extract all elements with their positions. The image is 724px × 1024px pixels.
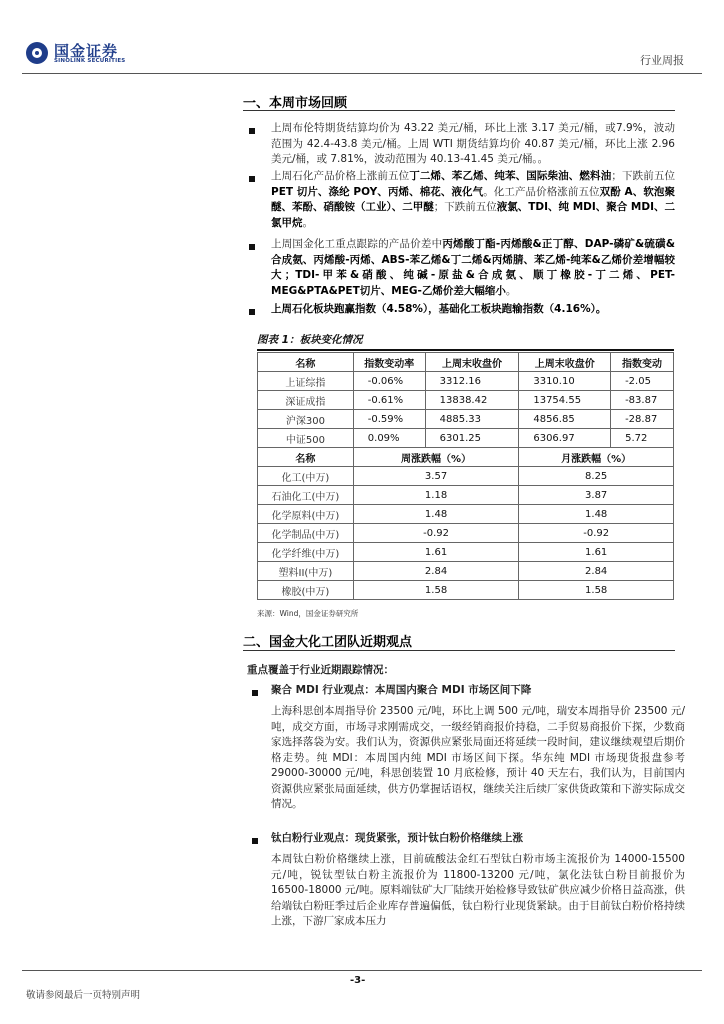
table-row	[258, 581, 674, 600]
table-cell: 化学原料(中万)	[258, 505, 354, 524]
report-type-label: 行业周报	[640, 54, 684, 67]
bullet-icon	[252, 838, 258, 844]
table-cell: -0.92	[353, 524, 519, 543]
paragraph-sector-performance: 上周石化板块跑赢指数（4.58%），基础化工板块跑输指数（4.16%）。	[271, 303, 607, 315]
table-row	[258, 524, 674, 543]
table-cell: 1.58	[353, 581, 519, 600]
paragraph-oil-price: 上周布伦特期货结算均价为 43.22 美元/桶，环比上涨 3.17 美元/桶，或7.9%，波动范围为 42.4-43.8 美元/桶。上周 WTI 期货结算均价 40.87 美元/桶，环比上涨 2.96 美元/桶，或 7.81%，波动范围为 40.13-41.45 美元/桶。。	[271, 122, 675, 165]
table-row	[258, 562, 674, 581]
logo-icon	[26, 42, 48, 64]
table-cell: 13838.42	[425, 391, 519, 410]
table-header-row	[258, 353, 674, 372]
table-cell: 化学纤维(中万)	[258, 543, 354, 562]
table-cell: 1.58	[519, 581, 674, 600]
footer-disclaimer: 敬请参阅最后一页特别声明	[26, 990, 141, 1001]
table-cell: 6306.97	[519, 429, 611, 448]
table-row	[258, 410, 674, 429]
table-title: 图表 1：板块变化情况	[257, 334, 363, 346]
logo-text-en: SINOLINK SECURITIES	[54, 58, 126, 64]
table-cell: 1.48	[353, 505, 519, 524]
table-cell: 中证500	[258, 429, 354, 448]
view-mdi-heading: 聚合 MDI 行业观点：本周国内聚合 MDI 市场区间下降	[271, 684, 532, 696]
table-row	[258, 543, 674, 562]
table-cell: 1.61	[353, 543, 519, 562]
section-2-title: 二、国金大化工团队近期观点	[243, 635, 413, 650]
table-cell: 上周末收盘价	[519, 353, 611, 372]
table-cell: 3310.10	[519, 372, 611, 391]
table-row	[258, 486, 674, 505]
table-cell: 化工(中万)	[258, 467, 354, 486]
paragraph-product-prices: 上周石化产品价格上涨前五位丁二烯、苯乙烯、纯苯、国际柴油、燃料油；下跌前五位 PET 切片、涤纶 POY、丙烯、棉花、液化气。化工产品价格涨前五位双酚 A、软泡聚醚、苯酚、硝酸铵（工业）、二甲醚；下跌前五位液氯、TDI、纯 MDI、聚合 MDI、二氯甲烷。	[271, 170, 676, 229]
table-cell: 名称	[258, 448, 354, 467]
paragraph-spreads: 上周国金化工重点跟踪的产品价差中丙烯酸丁酯-丙烯酸&正丁醇、DAP-磷矿&硫磺&合成氨、丙烯酸-丙烯、ABS-苯乙烯&丁二烯&丙烯腈、苯乙烯-纯苯&乙烯价差增幅较大；TDI-甲苯&硝酸、纯碱-原盐&合成氨、顺丁橡胶-丁二烯、PET-MEG&PTA&PET切片、MEG-乙烯价差大幅缩小。	[271, 238, 675, 297]
table-cell: 8.25	[519, 467, 674, 486]
bullet-icon	[249, 244, 255, 250]
table-cell: 塑料II(中万)	[258, 562, 354, 581]
table-cell: 月涨跌幅（%）	[519, 448, 674, 467]
table-row	[258, 505, 674, 524]
table-cell: -2.05	[611, 372, 674, 391]
table-cell: 上周末收盘价	[425, 353, 519, 372]
table-cell: -0.06%	[353, 372, 425, 391]
table-row	[258, 372, 674, 391]
sector-change-table	[257, 352, 674, 600]
table-row	[258, 429, 674, 448]
table-cell: 13754.55	[519, 391, 611, 410]
table-cell: 1.61	[519, 543, 674, 562]
table-top-rule	[257, 349, 674, 351]
table-cell: 化学制品(中万)	[258, 524, 354, 543]
section-1-rule	[243, 110, 675, 111]
bullet-icon	[252, 690, 258, 696]
section-2-subtitle: 重点覆盖于行业近期跟踪情况：	[247, 664, 394, 676]
table-header-row	[258, 448, 674, 467]
table-cell: -0.92	[519, 524, 674, 543]
table-cell: 石油化工(中万)	[258, 486, 354, 505]
table-cell: 3.87	[519, 486, 674, 505]
table-cell: 3312.16	[425, 372, 519, 391]
table-cell: 2.84	[353, 562, 519, 581]
view-mdi-text: 上海科思创本周指导价 23500 元/吨，环比上调 500 元/吨，瑞安本周指导价 23500 元/吨，成交方面，市场寻求刚需成交，一级经销商报价持稳，二手贸易商报价下探，少数商家选择落袋为安。我们认为，资源供应紧张局面还将延续一段时间，建议继续观望后期价格走势。纯 MDI：本周国内纯 MDI 市场区间下探。华东纯 MDI 市场现货报盘参考 29000-30000 元/吨，科思创装置 10 月底检修，预计 40 天左右，我们认为，目前国内资源供应紧张局面延续，供方仍掌握话语权，继续关注后续厂家供货政策和下游实际成交情况。	[271, 705, 685, 810]
footer-divider	[22, 970, 702, 971]
table-cell: 名称	[258, 353, 354, 372]
table-row	[258, 467, 674, 486]
logo-text-cn: 国金证券	[54, 42, 119, 60]
view-tio2-text: 本周钛白粉价格继续上涨，目前硫酸法金红石型钛白粉市场主流报价为 14000-15500 元/吨，锐钛型钛白粉主流报价为 11800-13200 元/吨，氯化法钛白粉目前报价为 16500-18000 元/吨。原料端钛矿大厂陆续开始检修导致钛矿供应减少价格日益高涨，供给端钛白粉旺季过后企业库存普遍偏低，钛白粉行业现货紧缺。由于目前钛白粉价格持续上涨，下游厂家成本压力	[271, 853, 685, 927]
table-cell: 3.57	[353, 467, 519, 486]
view-tio2-heading: 钛白粉行业观点：现货紧张，预计钛白粉价格继续上涨	[271, 832, 523, 844]
table-cell: 0.09%	[353, 429, 425, 448]
table-cell: -0.61%	[353, 391, 425, 410]
table-cell: 橡胶(中万)	[258, 581, 354, 600]
section-2-rule	[243, 650, 675, 651]
table-cell: 4885.33	[425, 410, 519, 429]
table-cell: -0.59%	[353, 410, 425, 429]
table-cell: 上证综指	[258, 372, 354, 391]
table-cell: 5.72	[611, 429, 674, 448]
table-cell: 6301.25	[425, 429, 519, 448]
table-cell: -83.87	[611, 391, 674, 410]
table-cell: 周涨跌幅（%）	[353, 448, 519, 467]
table-cell: -28.87	[611, 410, 674, 429]
table-cell: 4856.85	[519, 410, 611, 429]
table-cell: 1.48	[519, 505, 674, 524]
bullet-icon	[249, 309, 255, 315]
table-cell: 深证成指	[258, 391, 354, 410]
table-cell: 1.18	[353, 486, 519, 505]
table-cell: 2.84	[519, 562, 674, 581]
table-cell: 沪深300	[258, 410, 354, 429]
page-number: -3-	[350, 975, 366, 986]
bullet-icon	[249, 176, 255, 182]
table-cell: 指数变动	[611, 353, 674, 372]
section-1-title: 一、本周市场回顾	[243, 96, 348, 111]
header-divider	[22, 73, 702, 74]
table-row	[258, 391, 674, 410]
bullet-icon	[249, 128, 255, 134]
table-source: 来源：Wind，国金证券研究所	[257, 609, 359, 618]
table-cell: 指数变动率	[353, 353, 425, 372]
